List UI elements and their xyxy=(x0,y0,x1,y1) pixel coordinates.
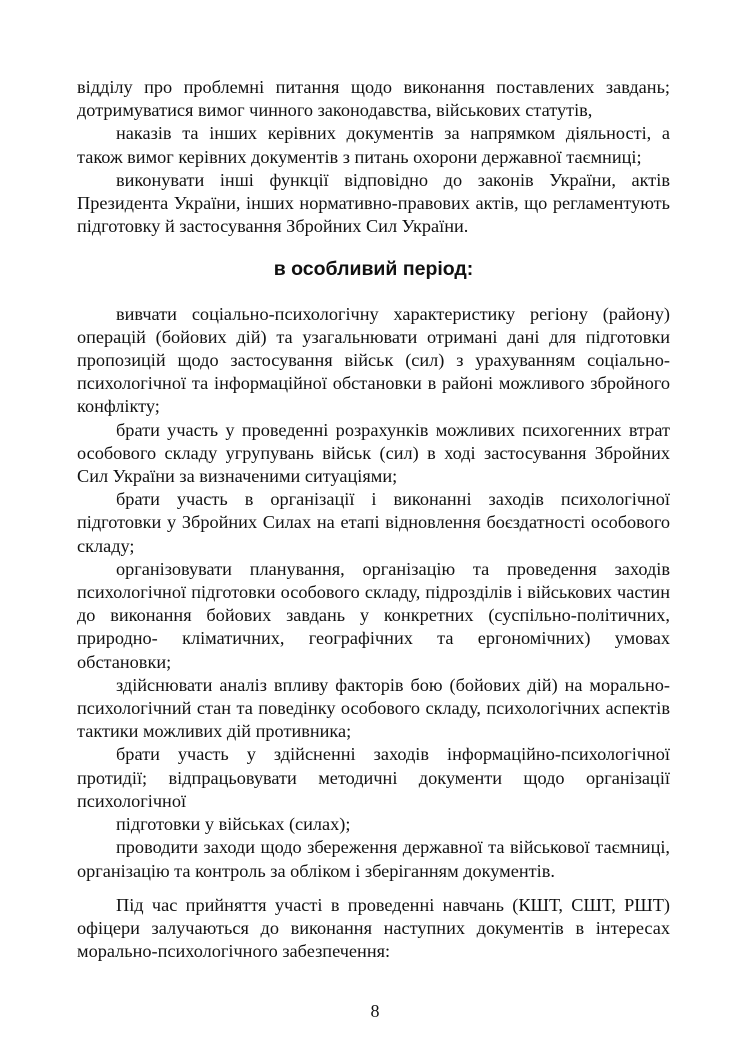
paragraph: проводити заходи щодо збереження державної та військової таємниці, організацію та контроль за обліком і зберіганням документів. xyxy=(77,837,670,881)
paragraph: брати участь у здійсненні заходів інформаційно-психологічної протидії; відпрацьовувати методичні документи щодо організації психологічної xyxy=(77,744,670,811)
paragraph: брати участь в організації і виконанні заходів психологічної підготовки у Збройних Силах на етапі відновлення боєздатності особового складу; xyxy=(77,489,670,556)
paragraph: брати участь у проведенні розрахунків можливих психогенних втрат особового складу угрупувань військ (сил) в ході застосування Збройних Сил України за визначеними ситуаціями; xyxy=(77,419,670,487)
paragraph: наказів та інших керівних документів за напрямком діяльності, а також вимог керівних документів з питань охорони державної таємниці; xyxy=(77,123,670,167)
paragraph: відділу про проблемні питання щодо виконання поставлених завдань; дотримуватися вимог чинного законодавства, військових статутів, xyxy=(77,77,670,121)
section-heading: в особливий період: xyxy=(273,258,474,281)
paragraph: здійснювати аналіз впливу факторів бою (бойових дій) на морально- психологічний стан та поведінку особового складу, психологічних аспектів тактики можливих дій противника; xyxy=(77,674,670,742)
paragraph: Під час прийняття участі в проведенні навчань (КШТ, СШТ, РШТ) офіцери залучаються до виконання наступних документів в інтересах морально-психологічного забезпечення: xyxy=(77,894,670,962)
paragraph: підготовки у військах (силах); xyxy=(116,814,351,835)
paragraph: виконувати інші функції відповідно до законів України, актів Президента України, інших нормативно-правових актів, що регламентують підготовку й застосування Збройних Сил України. xyxy=(77,169,670,237)
paragraph: організовувати планування, організацію та проведення заходів психологічної підготовки особового складу, підрозділів і військових частин до виконання бойових завдань у конкретних (суспільно-політичних, природно- кліматичних, географічних та ергономічних) умовах обстановки; xyxy=(77,558,670,672)
page-body xyxy=(77,76,670,963)
page-number: 8 xyxy=(370,1001,380,1021)
paragraph: вивчати соціально-психологічну характеристику регіону (району) операцій (бойових дій) та узагальнювати отримані дані для підготовки пропозицій щодо застосування військ (сил) з урахуванням соціально-психологічної та інформаційної обстановки в районі можливого збройного конфлікту; xyxy=(77,303,670,417)
